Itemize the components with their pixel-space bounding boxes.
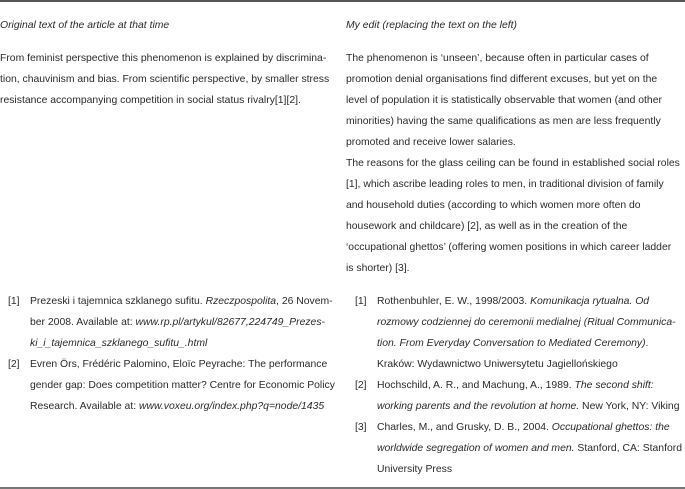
text-segment: ‘occupational ghettos’ (offering women positions in which career ladder [346, 242, 672, 253]
body-line [346, 73, 657, 87]
text-segment: , 26 Novem- [276, 296, 333, 307]
italic-text: worldwide segregation of women and men. [377, 443, 575, 454]
text-segment: . [645, 338, 649, 349]
text-segment: New York, NY: Viking [579, 401, 680, 412]
text-segment: Rothenbuhler, E. W., 1998/2003. [377, 296, 531, 307]
body-line [346, 157, 680, 171]
body-line [0, 52, 326, 66]
text-segment: The reasons for the glass ceiling can be found in established social roles [346, 158, 680, 169]
reference-line [30, 400, 324, 414]
top-rule [0, 0, 685, 2]
reference-line [377, 421, 670, 435]
body-line [346, 115, 661, 129]
body-line [346, 136, 516, 150]
reference-line [377, 400, 679, 414]
body-line [346, 241, 671, 255]
body-line [346, 220, 627, 234]
body-line [346, 262, 410, 276]
body-line [0, 73, 329, 87]
reference-line [377, 379, 654, 393]
reference-line [377, 358, 618, 372]
text-segment: resistance accompanying competition in social status rivalry[1][2]. [0, 95, 301, 106]
text-segment: University Press [377, 464, 453, 475]
italic-text: Komunikacja rytualna. Od [530, 296, 650, 307]
italic-text: rozmowy codziennej do ceremonii medialnej (Ritual Communica- [377, 317, 676, 328]
text-segment: is shorter) [3]. [346, 263, 410, 274]
reference-line [30, 358, 327, 372]
text-segment: Evren Örs, Frédéric Palomino, Eloïc Peyrache: The performance [30, 359, 328, 370]
reference-line [30, 316, 325, 330]
text-segment: level of population it is statistically observable that women (and other [346, 95, 662, 106]
column-header: My edit (replacing the text on the left) [346, 20, 517, 31]
reference-number: [1] [355, 296, 367, 307]
italic-text: Occupational ghettos: the [551, 422, 670, 433]
text-segment: Hochschild, A. R., and Machung, A., 1989. [377, 380, 575, 391]
reference-line [377, 316, 676, 330]
italic-text: Rzeczpospolita [205, 296, 277, 307]
text-segment: Stanford, CA: Stanford [574, 443, 682, 454]
reference-line [30, 379, 335, 393]
column-header: Original text of the article at that time [0, 20, 170, 31]
text-segment: and household duties (according to which women more often do [346, 200, 641, 211]
reference-line [30, 295, 333, 309]
body-line [346, 94, 662, 108]
text-segment: gender gap: Does competition matter? Centre for Economic Policy [30, 380, 335, 391]
text-segment: Prezeski i tajemnica szklanego sufitu. [30, 296, 206, 307]
italic-text: www.voxeu.org/index.php?q=node/1435 [138, 401, 325, 412]
reference-line [377, 295, 649, 309]
italic-text: The second shift: [574, 380, 654, 391]
bottom-rule [0, 487, 685, 489]
body-line [346, 199, 641, 213]
text-segment: [1], which ascribe leading roles to men, in traditional division of family [346, 179, 664, 190]
reference-number: [2] [355, 380, 367, 391]
text-segment: From feminist perspective this phenomenon is explained by discrimina- [0, 53, 327, 64]
text-segment: promotion denial organisations find different excuses, but yet on the [346, 74, 658, 85]
body-line [0, 94, 301, 108]
reference-line [377, 463, 452, 477]
text-segment: tion, chauvinism and bias. From scientific perspective, by smaller stress [0, 74, 330, 85]
text-segment: Charles, M., and Grusky, D. B., 2004. [377, 422, 552, 433]
text-segment: housework and childcare) [2], as well as in the creation of the [346, 221, 628, 232]
italic-text: www.rp.pl/artykul/82677,224749_Prezes- [135, 317, 325, 328]
reference-line [377, 442, 682, 456]
text-segment: ber 2008. Available at: [30, 317, 136, 328]
reference-number: [3] [355, 422, 367, 433]
text-segment: promoted and receive lower salaries. [346, 137, 516, 148]
body-line [346, 52, 649, 66]
reference-line [30, 337, 207, 351]
italic-text: ki_i_tajemnica_szklanego_sufitu_.html [30, 338, 208, 349]
text-segment: The phenomenon is ‘unseen’, because often in particular cases of [346, 53, 649, 64]
text-segment: Kraków: Wydawnictwo Uniwersytetu Jagiellońskiego [377, 359, 618, 370]
body-line [346, 178, 664, 192]
italic-text: tion. From Everyday Conversation to Mediated Ceremony) [377, 338, 646, 349]
text-segment: minorities) having the same qualifications as men are less frequently [346, 116, 661, 127]
reference-number: [1] [8, 296, 20, 307]
text-segment: Research. Available at: [30, 401, 139, 412]
italic-text: working parents and the revolution at home. [377, 401, 580, 412]
reference-number: [2] [8, 359, 20, 370]
reference-line [377, 337, 648, 351]
